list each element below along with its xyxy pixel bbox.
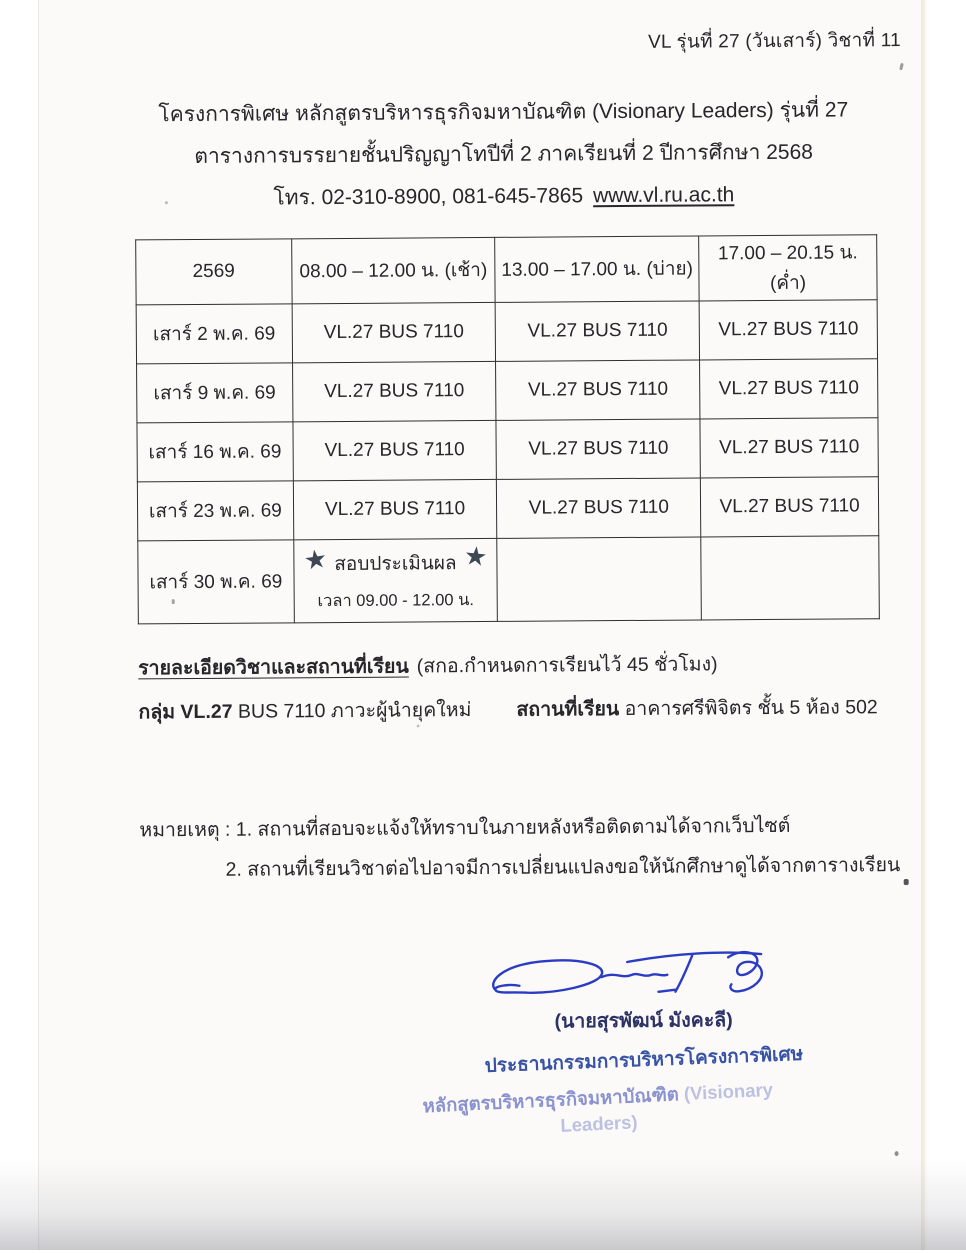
cell-morning: VL.27 BUS 7110 bbox=[293, 420, 497, 480]
header-afternoon: 13.00 – 17.00 น. (บ่าย) bbox=[495, 236, 699, 302]
group-course: BUS 7110 ภาวะผู้นำยุคใหม่ bbox=[237, 699, 472, 723]
cell-evening: VL.27 BUS 7110 bbox=[700, 359, 878, 419]
title-line-3 bbox=[44, 173, 964, 221]
location-value: อาคารศรีพิจิตร ชั้น 5 ห้อง 502 bbox=[624, 696, 878, 721]
paper-speck bbox=[904, 879, 909, 885]
cell-morning: VL.27 BUS 7110 bbox=[293, 479, 497, 539]
details-heading bbox=[138, 648, 718, 683]
notes-block bbox=[139, 805, 900, 890]
header-evening: 17.00 – 20.15 น. (ค่ำ) bbox=[699, 235, 877, 301]
signer-name: (นายสุรพัฒน์ มังคะลี) bbox=[554, 1009, 733, 1033]
corner-note: VL รุ่นที่ 27 (วันเสาร์) วิชาที่ 11 bbox=[647, 30, 901, 53]
group-label: กลุ่ม VL.27 bbox=[138, 700, 233, 724]
cell-afternoon: VL.27 BUS 7110 bbox=[496, 419, 700, 479]
table-row bbox=[136, 300, 877, 364]
cell-date: เสาร์ 23 พ.ค. 69 bbox=[137, 481, 293, 541]
paper-speck bbox=[899, 63, 904, 71]
cell-evening: VL.27 BUS 7110 bbox=[700, 477, 878, 537]
cell-date: เสาร์ 9 พ.ค. 69 bbox=[137, 363, 293, 423]
cell-afternoon: VL.27 BUS 7110 bbox=[495, 301, 699, 361]
cell-date: เสาร์ 16 พ.ค. 69 bbox=[137, 422, 293, 482]
cell-morning: VL.27 BUS 7110 bbox=[292, 361, 496, 421]
cell-morning: VL.27 BUS 7110 bbox=[292, 302, 496, 362]
details-heading-underlined: รายละเอียดวิชาและสถานที่เรียน bbox=[138, 655, 409, 680]
group-location-line bbox=[138, 691, 880, 727]
exam-row bbox=[138, 536, 880, 624]
title-line-1: โครงการพิเศษ หลักสูตรบริหารธุรกิจมหาบัณฑิต (Visionary Leaders) รุ่นที่ 27 bbox=[158, 98, 849, 127]
table-row bbox=[137, 418, 878, 482]
signature-scribble bbox=[485, 946, 795, 1008]
phone-numbers: โทร. 02-310-8900, 081-645-7865 bbox=[273, 184, 584, 210]
exam-time: เวลา 09.00 - 12.00 น. bbox=[317, 590, 475, 610]
location bbox=[516, 691, 877, 725]
details-heading-suffix: (สกอ.กำหนดการเรียนไว้ 45 ชั่วโมง) bbox=[416, 653, 718, 678]
cell-afternoon-empty bbox=[497, 537, 701, 621]
table-row bbox=[137, 477, 878, 541]
star-icon: ★ bbox=[462, 539, 489, 572]
signer-title-2-main: หลักสูตรบริหารธุรกิจมหาบัณฑิต bbox=[422, 1083, 680, 1117]
paper-speck bbox=[895, 1151, 899, 1156]
class-schedule-table bbox=[135, 234, 880, 624]
cell-date: เสาร์ 2 พ.ค. 69 bbox=[136, 304, 292, 364]
cell-evening: VL.27 BUS 7110 bbox=[700, 418, 878, 478]
signature-block bbox=[422, 945, 848, 1136]
document-title-block bbox=[43, 89, 964, 221]
header-morning: 08.00 – 12.00 น. (เช้า) bbox=[291, 237, 495, 303]
cell-afternoon: VL.27 BUS 7110 bbox=[496, 360, 700, 420]
cell-date: เสาร์ 30 พ.ค. 69 bbox=[138, 540, 294, 624]
note-line-2: 2. สถานที่เรียนวิชาต่อไปอาจมีการเปลี่ยนแปลงขอให้นักศึกษาดูได้จากตารางเรียน bbox=[225, 854, 901, 881]
signer-title-1: ประธานกรรมการบริหารโครงการพิเศษ bbox=[484, 1043, 804, 1077]
signer-title-2-tail: (Visionary Leaders) bbox=[559, 1078, 774, 1136]
table-row bbox=[137, 359, 878, 423]
title-line-2: ตารางการบรรยายชั้นปริญญาโทปีที่ 2 ภาคเรียนที่ 2 ปีการศึกษา 2568 bbox=[194, 140, 813, 169]
exam-label-line bbox=[298, 539, 493, 578]
cell-exam bbox=[293, 538, 497, 622]
website-link: www.vl.ru.ac.th bbox=[593, 183, 735, 208]
cell-evening-empty bbox=[701, 536, 879, 620]
table-header-row bbox=[136, 235, 877, 305]
signer-title-2 bbox=[393, 1074, 803, 1144]
cell-evening: VL.27 BUS 7110 bbox=[699, 300, 877, 360]
note-line-1: หมายเหตุ : 1. สถานที่สอบจะแจ้งให้ทราบในภายหลังหรือติดตามได้จากเว็บไซต์ bbox=[139, 814, 791, 842]
star-icon: ★ bbox=[301, 542, 329, 576]
location-label: สถานที่เรียน bbox=[516, 698, 620, 721]
exam-label: สอบประเมินผล bbox=[334, 552, 457, 575]
header-year: 2569 bbox=[136, 239, 292, 305]
cell-afternoon: VL.27 BUS 7110 bbox=[497, 478, 701, 538]
